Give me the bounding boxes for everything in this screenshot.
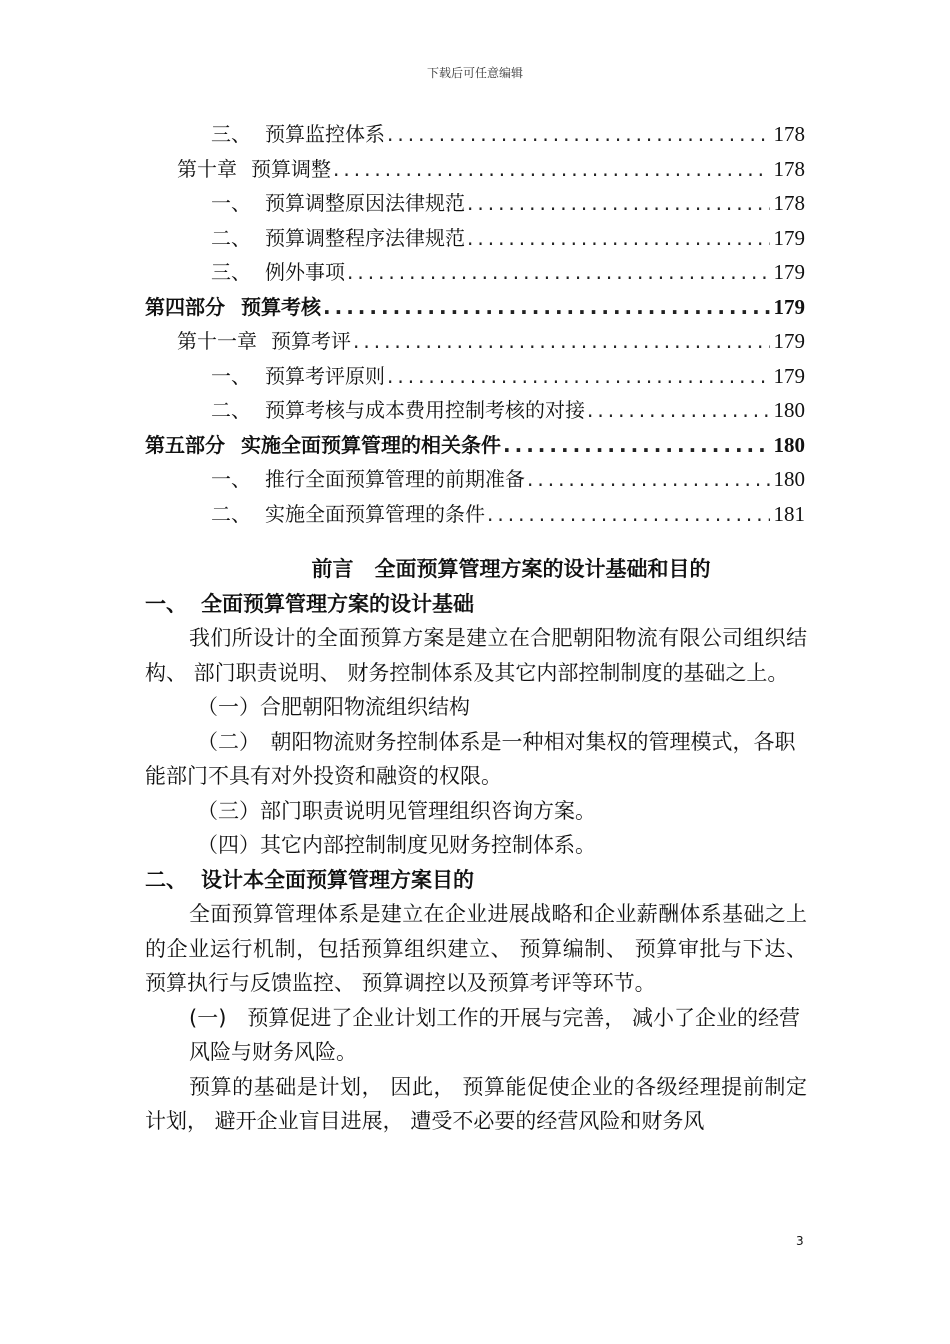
toc-leader-dots	[353, 329, 770, 353]
toc-leader-dots	[333, 157, 770, 181]
toc-entry-title: 实施全面预算管理的条件	[265, 501, 485, 526]
toc-page-number: 178	[773, 122, 805, 146]
toc-entry[interactable]	[145, 153, 805, 188]
toc-entry-number: 二、	[211, 225, 251, 250]
preface-title: 前言 全面预算管理方案的设计基础和目的	[311, 557, 711, 581]
section-number: 二、	[145, 867, 187, 892]
section-number: 一、	[145, 591, 187, 616]
list-item: （三）部门职责说明见管理组织咨询方案。	[197, 798, 596, 823]
toc-entry[interactable]	[145, 291, 805, 326]
paragraph: 预算的基础是计划， 因此， 预算能促使企业的各级经理提前制定计划， 避开企业盲目进展， 遭受不必要的经营风险和财务风	[145, 1074, 807, 1133]
toc-page-number: 181	[773, 501, 805, 526]
toc-leader-dots	[487, 502, 770, 526]
toc-leader-dots	[323, 295, 770, 319]
section-title: 设计本全面预算管理方案目的	[201, 867, 474, 892]
toc-entry[interactable]	[145, 325, 805, 360]
toc-page-number: 178	[773, 191, 805, 215]
toc-page-number: 178	[773, 156, 805, 181]
toc-entry-title: 例外事项	[265, 260, 345, 284]
toc-entry-title: 推行全面预算管理的前期准备	[265, 467, 525, 491]
list-item: （四）其它内部控制制度见财务控制体系。	[197, 833, 596, 857]
toc-page-number: 179	[773, 260, 805, 284]
toc-page-number: 179	[773, 329, 805, 353]
toc-page-number: 179	[773, 225, 805, 250]
toc-leader-dots	[387, 364, 770, 388]
toc-leader-dots	[503, 433, 770, 457]
toc-page-number: 179	[773, 363, 805, 388]
list-item: （二） 朝阳物流财务控制体系是一种相对集权的管理模式，各职能部门不具有对外投资和融资的权限。	[145, 729, 796, 788]
toc-entry-number: 第五部分	[145, 432, 225, 457]
toc-entry[interactable]	[145, 187, 805, 222]
paragraph: 全面预算管理体系是建立在企业进展战略和企业薪酬体系基础之上的企业运行机制，包括预算组织建立、 预算编制、 预算审批与下达、 预算执行与反馈监控、 预算调控以及预算考评等环节。	[145, 902, 807, 995]
toc-entry[interactable]	[145, 256, 805, 291]
page-number: 3	[796, 1234, 804, 1248]
list-item: （一）合肥朝阳物流组织结构	[197, 695, 470, 719]
toc-leader-dots	[467, 226, 770, 250]
toc-entry[interactable]	[145, 360, 805, 395]
toc-leader-dots	[347, 260, 770, 284]
toc-entry-number: 二、	[211, 501, 251, 526]
toc-leader-dots	[467, 191, 770, 215]
toc-entry[interactable]	[145, 118, 805, 153]
toc-entry[interactable]	[145, 394, 805, 429]
toc-entry-title: 实施全面预算管理的相关条件	[241, 432, 501, 457]
body-content	[145, 552, 807, 1139]
table-of-contents	[145, 118, 805, 532]
toc-entry-title: 预算调整程序法律规范	[265, 225, 465, 250]
toc-entry-number: 第四部分	[145, 294, 225, 319]
toc-entry-title: 预算监控体系	[265, 122, 385, 146]
toc-entry[interactable]	[145, 498, 805, 533]
toc-entry[interactable]	[145, 429, 805, 464]
toc-entry-number: 第十章	[177, 156, 237, 181]
toc-entry-number: 三、	[211, 122, 251, 146]
toc-entry-title: 预算考核与成本费用控制考核的对接	[265, 398, 585, 422]
toc-page-number: 180	[773, 398, 805, 422]
section-heading-2	[145, 863, 807, 898]
toc-page-number: 180	[773, 432, 805, 457]
toc-page-number: 180	[773, 467, 805, 491]
toc-leader-dots	[587, 398, 770, 422]
list-item: (一) 预算促进了企业计划工作的开展与完善， 减小了企业的经营风险与财务风险。	[189, 1005, 801, 1064]
toc-entry-title: 预算考评	[271, 329, 351, 353]
page-header: 下载后可任意编辑	[426, 66, 523, 80]
toc-entry[interactable]	[145, 222, 805, 257]
toc-entry-number: 一、	[211, 191, 251, 215]
toc-entry-number: 一、	[211, 363, 251, 388]
toc-leader-dots	[527, 467, 770, 491]
toc-entry-number: 三、	[211, 260, 251, 284]
toc-leader-dots	[387, 122, 770, 146]
toc-entry-title: 预算考核	[241, 294, 321, 319]
section-heading-1	[145, 587, 807, 622]
paragraph: 我们所设计的全面预算方案是建立在合肥朝阳物流有限公司组织结构、 部门职责说明、 财务控制体系及其它内部控制制度的基础之上。	[145, 626, 807, 685]
toc-entry-number: 二、	[211, 398, 251, 422]
toc-entry-title: 预算考评原则	[265, 363, 385, 388]
toc-entry-title: 预算调整原因法律规范	[265, 191, 465, 215]
toc-entry-number: 一、	[211, 467, 251, 491]
toc-page-number: 179	[773, 294, 805, 319]
toc-entry-title: 预算调整	[251, 156, 331, 181]
section-title: 全面预算管理方案的设计基础	[201, 591, 474, 616]
toc-entry[interactable]	[145, 463, 805, 498]
toc-entry-number: 第十一章	[177, 329, 257, 353]
